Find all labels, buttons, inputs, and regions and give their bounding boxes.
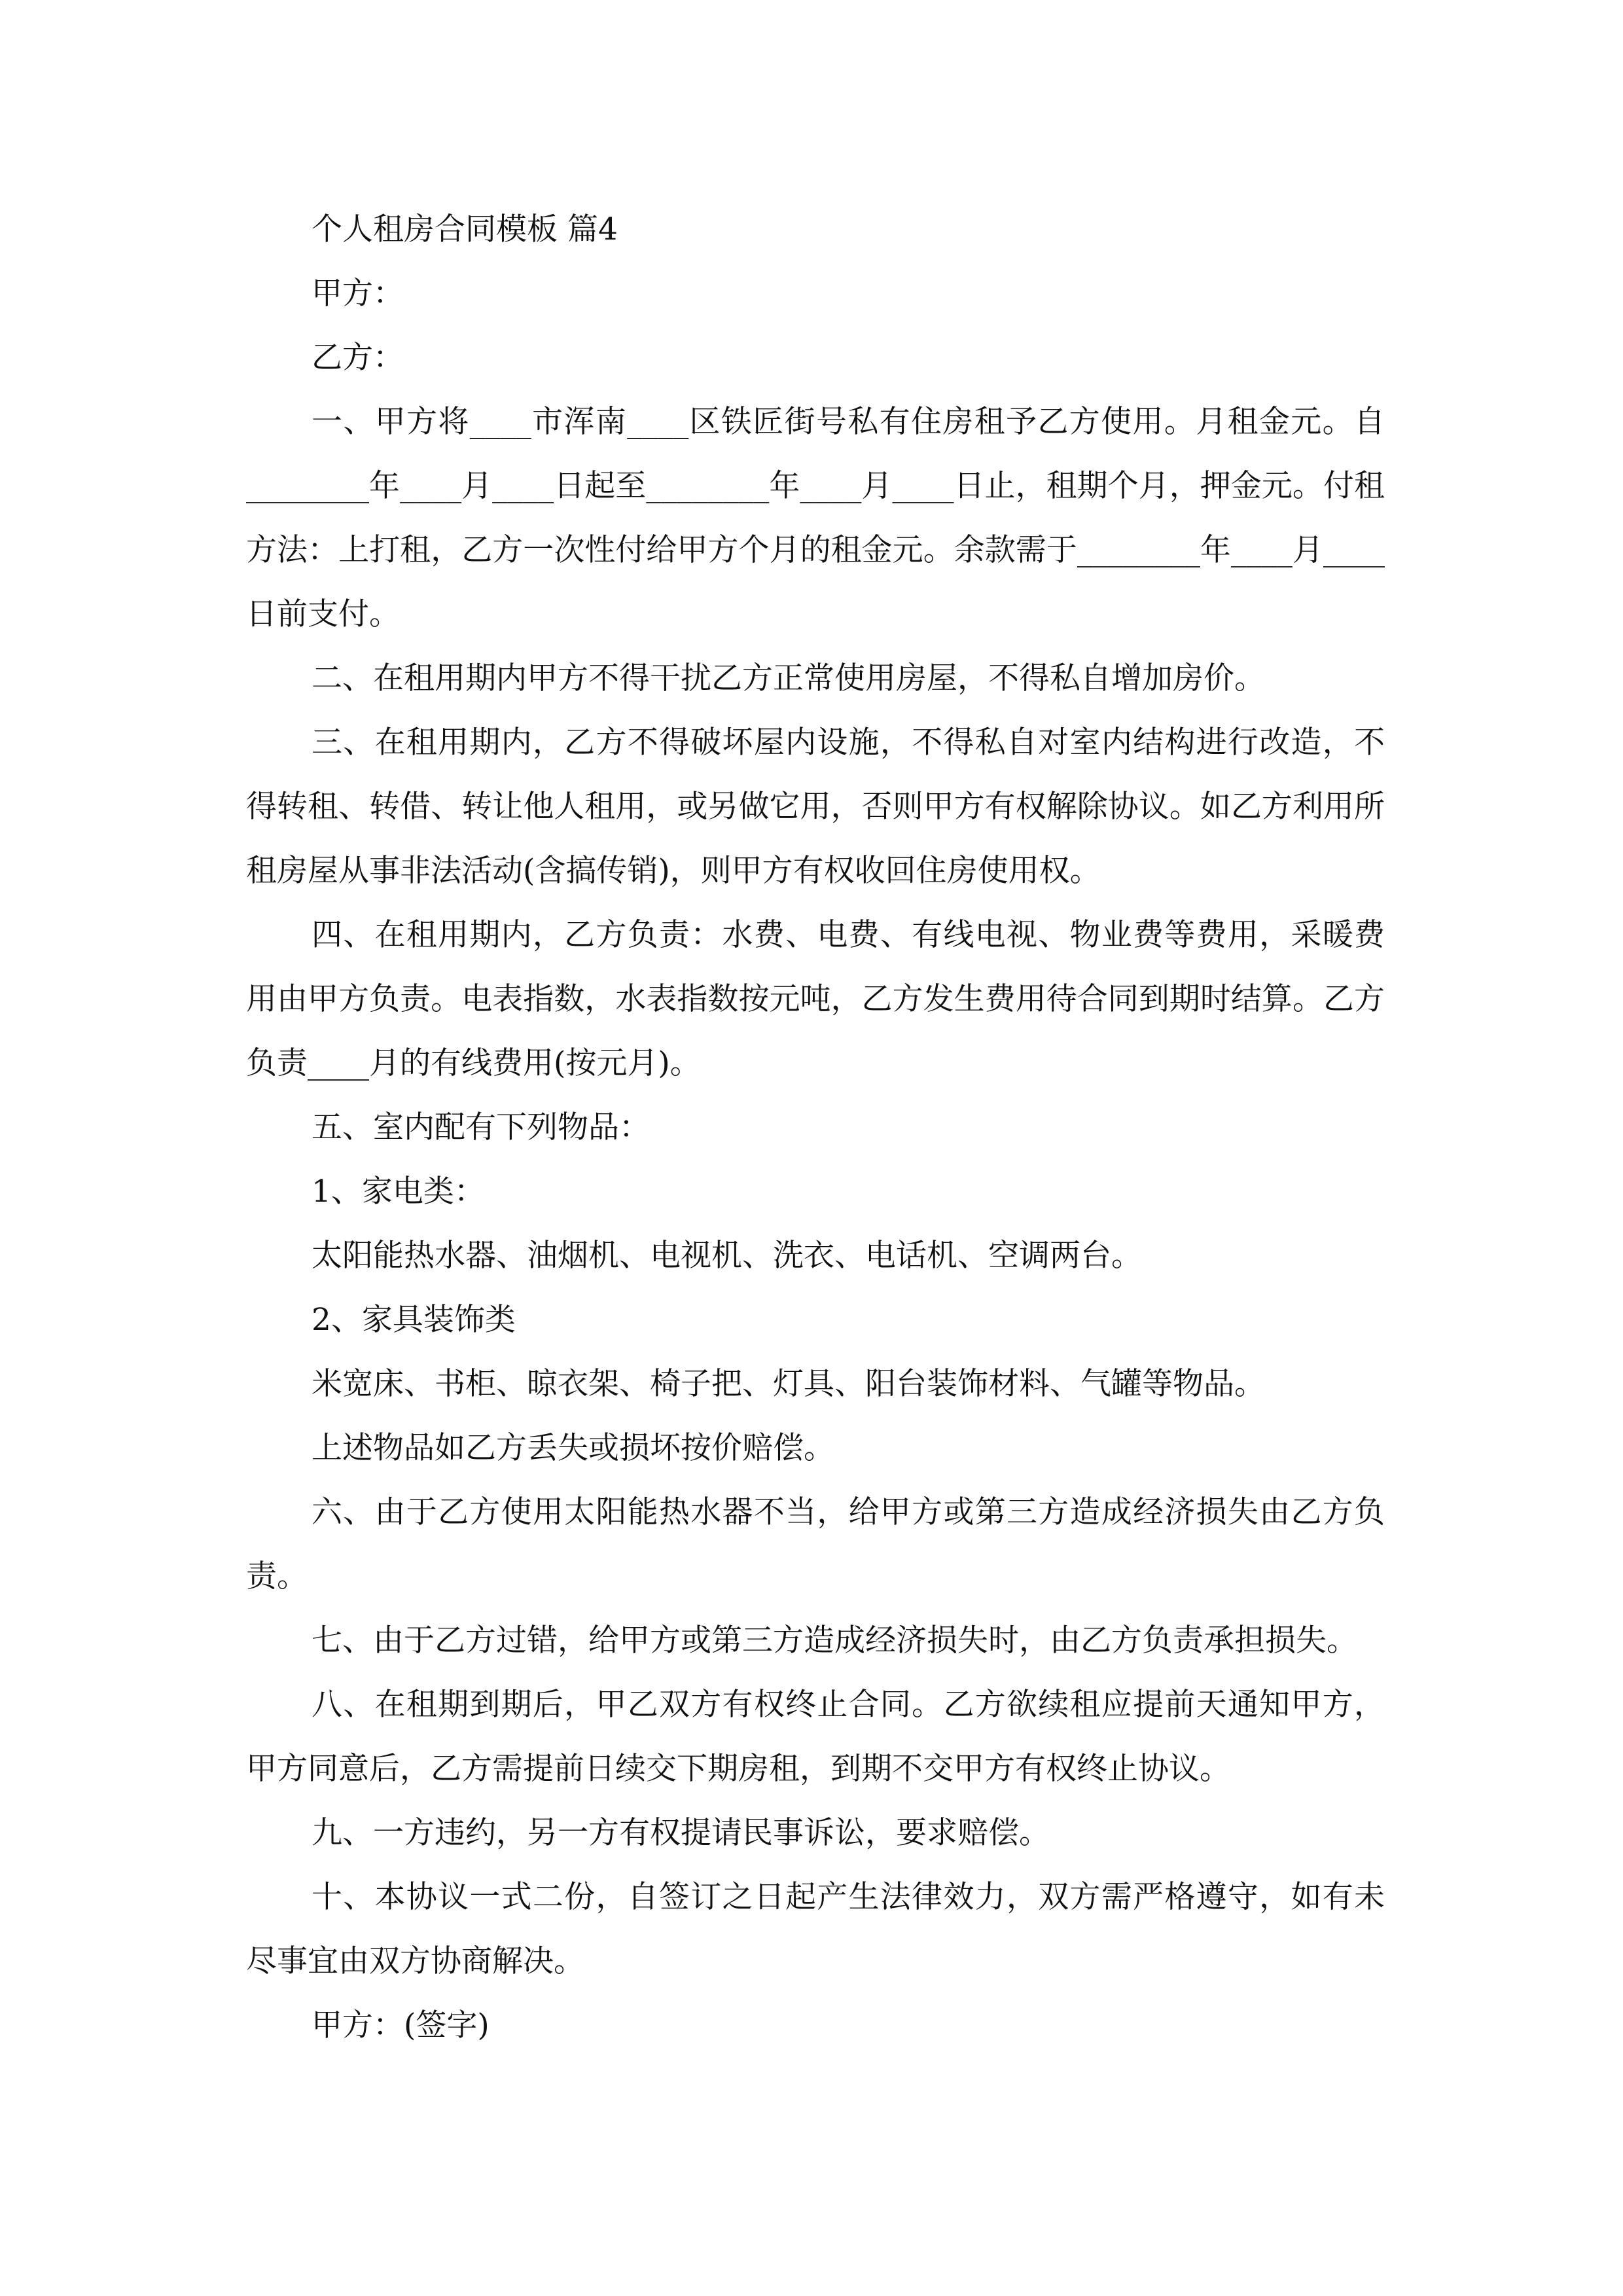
signature-party-a: 甲方：(签字) (312, 2007, 490, 2043)
clause-3: 三、在租用期内，乙方不得破坏屋内设施，不得私自对室内结构进行改造，不得转租、转借、转让他人租用，或另做它用，否则甲方有权解除协议。如乙方利用所租房屋从事非法活动(含搞传销)，则甲方有权收回住房使用权。 (246, 725, 1385, 889)
clause-5: 五、室内配有下列物品： (312, 1109, 650, 1145)
party-b-label: 乙方： (312, 340, 404, 376)
item-1-list: 太阳能热水器、油烟机、电视机、洗衣、电话机、空调两台。 (312, 1238, 1142, 1274)
clause-6: 六、由于乙方使用太阳能热水器不当，给甲方或第三方造成经济损失由乙方负责。 (246, 1494, 1385, 1594)
party-a-label: 甲方： (312, 276, 404, 312)
clause-8: 八、在租期到期后，甲乙双方有权终止合同。乙方欲续租应提前天通知甲方，甲方同意后，乙方需提前日续交下期房租，到期不交甲方有权终止协议。 (246, 1687, 1385, 1787)
document-title: 个人租房合同模板 篇4 (312, 211, 618, 247)
clause-7: 七、由于乙方过错，给甲方或第三方造成经济损失时，由乙方负责承担损失。 (312, 1623, 1357, 1659)
item-1-heading: 1、家电类： (312, 1174, 485, 1210)
document-body (246, 198, 1385, 2058)
clause-10: 十、本协议一式二份，自签订之日起产生法律效力，双方需严格遵守，如有未尽事宜由双方协商解决。 (246, 1879, 1385, 1979)
items-note: 上述物品如乙方丢失或损坏按价赔偿。 (312, 1430, 834, 1466)
item-2-list: 米宽床、书柜、晾衣架、椅子把、灯具、阳台装饰材料、气罐等物品。 (312, 1366, 1265, 1402)
item-2-heading: 2、家具装饰类 (312, 1302, 516, 1338)
clause-1: 一、甲方将____市浑南____区铁匠街号私有住房租予乙方使用。月租金元。自________年____月____日起至________年____月____日止，租期个月，押金元。付租方法：上打租，乙方一次性付给甲方个月的租金元。余款需于________年____月____日前支付。 (246, 404, 1385, 632)
clause-2: 二、在租用期内甲方不得干扰乙方正常使用房屋，不得私自增加房价。 (312, 660, 1265, 696)
clause-4: 四、在租用期内，乙方负责：水费、电费、有线电视、物业费等费用，采暖费用由甲方负责。电表指数，水表指数按元吨，乙方发生费用待合同到期时结算。乙方负责____月的有线费用(按元月)。 (246, 917, 1385, 1081)
clause-9: 九、一方违约，另一方有权提请民事诉讼，要求赔偿。 (312, 1815, 1050, 1851)
